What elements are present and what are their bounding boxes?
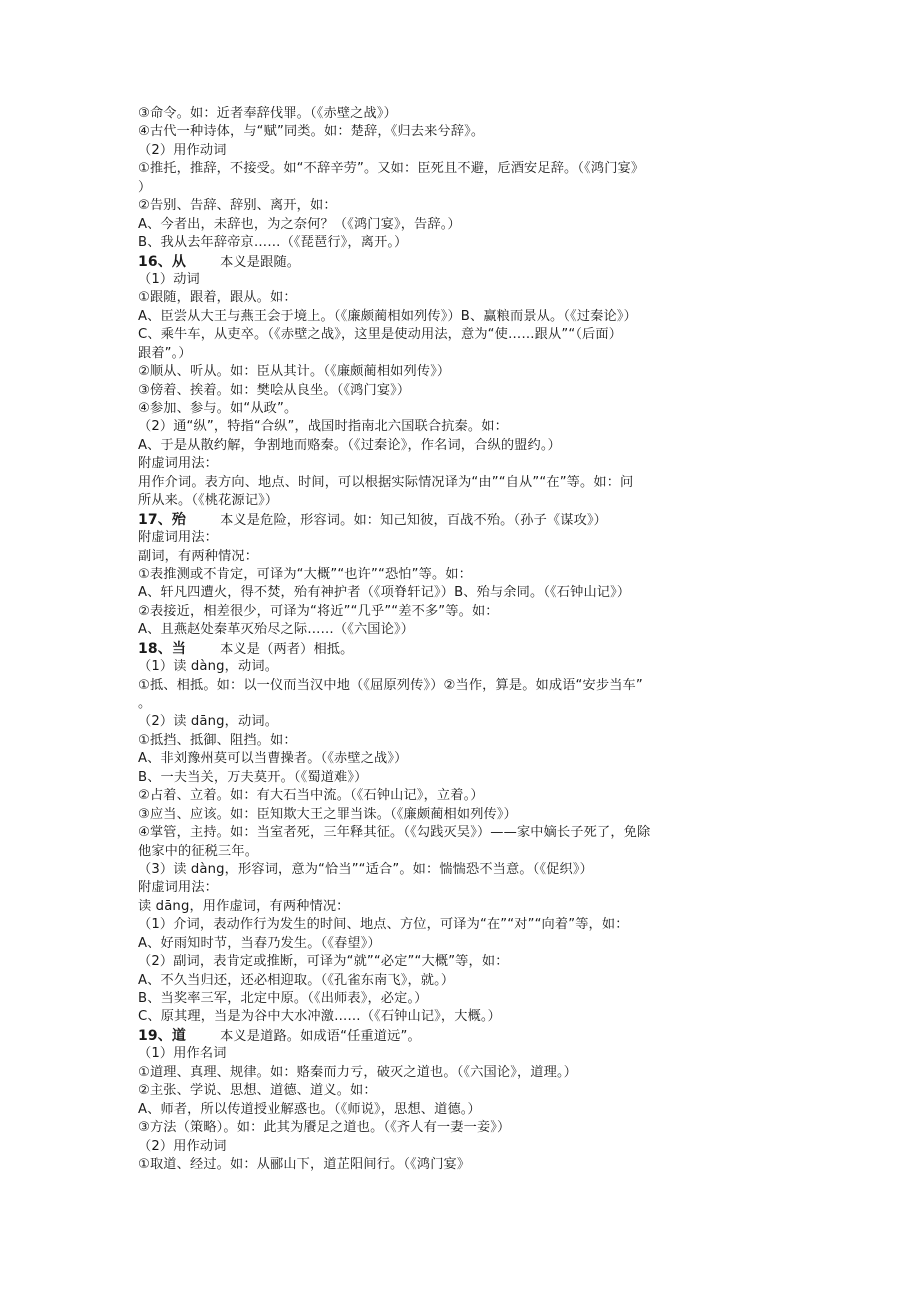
entry-heading-number: 18、当 (138, 640, 187, 657)
text-line: ②告别、告辞、辞别、离开，如： (138, 198, 337, 214)
text-line: （2）用作动词 (138, 142, 227, 158)
text-line: 他家中的征税三年。 (138, 843, 259, 859)
text-line: ④古代一种诗体，与“赋”同类。如：楚辞，《归去来兮辞》。 (138, 124, 485, 140)
text-line: ③方法（策略）。如：此其为餍足之道也。（《齐人有一妻一妾》） (138, 1120, 511, 1136)
text-line: A、臣尝从大王与燕王会于境上。（《廉颇蔺相如列传》）B、赢粮而景从。（《过秦论》） (138, 308, 637, 324)
text-line: ①表推测或不肯定，可译为“大概”“也许”“恐怕”等。如： (138, 566, 472, 582)
text-line: A、轩凡四遭火，得不焚，殆有神护者（《项脊轩记》）B、殆与余同。（《石钟山记》） (138, 585, 631, 601)
entry-heading-number: 19、道 (138, 1027, 187, 1044)
text-line: （2）用作动词 (138, 1138, 227, 1154)
text-line: 用作介词。表方向、地点、时间，可以根据实际情况译为“由”“自从”“在”等。如：问 (138, 474, 634, 490)
text-line: A、今者出，未辞也，为之奈何？（《鸿门宴》，告辞。） (138, 216, 461, 232)
text-line: ） (138, 179, 152, 195)
text-line: A、且燕赵处秦革灭殆尽之际……（《六国论》） (138, 622, 415, 638)
text-line: ①取道、经过。如：从郦山下，道芷阳间行。（《鸿门宴》 (138, 1156, 471, 1172)
text-line: ③应当、应该。如：臣知欺大王之罪当诛。（《廉颇蔺相如列传》） (138, 806, 517, 822)
text-line: （1）介词，表动作行为发生的时间、地点、方位，可译为“在”“对”“向着”等，如： (138, 917, 629, 933)
text-line: ①抵挡、抵御、阻挡。如： (138, 732, 297, 748)
text-line: 附虚词用法： (138, 530, 219, 546)
text-line: ②主张、学说、思想、道德、道义。如： (138, 1083, 377, 1099)
text-line: 跟着”。） (138, 345, 192, 361)
text-line: ①跟随，跟着，跟从。如： (138, 290, 297, 306)
text-line: 副词，有两种情况： (138, 548, 259, 564)
text-line: ④掌管，主持。如：当室者死，三年释其征。（《勾践灭吴》）——家中嫡长子死了，免除 (138, 825, 651, 841)
text-line: ②占着、立着。如：有大石当中流。（《石钟山记》，立着。） (138, 788, 484, 804)
text-line: C、原其理，当是为谷中大水冲激……（《石钟山记》，大概。） (138, 1009, 502, 1025)
text-line: （2）副词，表肯定或推断，可译为“就”“必定”“大概”等，如： (138, 954, 509, 970)
entry-heading-text: 本义是（两者）相抵。 (220, 641, 354, 657)
text-line: ①抵、相抵。如：以一仪而当汉中地（《屈原列传》）②当作，算是。如成语“安步当车” (138, 677, 643, 693)
text-line: ①推托，推辞，不接受。如“不辞辛劳”。又如：臣死且不避，卮酒安足辞。（《鸿门宴》 (138, 161, 645, 177)
text-line: ②顺从、听从。如：臣从其计。（《廉颇蔺相如列传》） (138, 364, 451, 380)
document-body (138, 105, 783, 1174)
text-line: A、于是从散约解，争割地而赂秦。（《过秦论》，作名词，合纵的盟约。） (138, 437, 561, 453)
text-line: A、不久当归还，还必相迎取。（《孔雀东南飞》，就。） (138, 972, 455, 988)
text-line: 。 (138, 696, 152, 711)
text-line: B、当奖率三军，北定中原。（《出师表》，必定。） (138, 991, 428, 1006)
text-line: （3）读 dàng，形容词，意为“恰当”“适合”。如：惴惴恐不当意。（《促织》） (138, 861, 593, 877)
text-line: ③傍着、挨着。如：樊哙从良坐。（《鸿门宴》） (138, 382, 411, 398)
text-line: 读 dāng，用作虚词，有两种情况： (138, 898, 350, 914)
text-line: B、我从去年辞帝京……（《琵琶行》，离开。） (138, 235, 408, 251)
entry-heading (138, 640, 783, 658)
text-line: ④参加、参与。如“从政”。 (138, 401, 298, 416)
entry-heading-text: 本义是道路。如成语“任重道远”。 (220, 1028, 421, 1044)
text-line: C、乘牛车，从吏卒。（《赤壁之战》，这里是使动用法，意为“使……跟从”“（后面） (138, 327, 623, 343)
text-line: ②表接近，相差很少，可译为“将近”“几乎”“差不多”等。如： (138, 603, 499, 619)
text-line: （1）用作名词 (138, 1046, 227, 1062)
text-line: ①道理、真理、规律。如：赂秦而力亏，破灭之道也。（《六国论》，道理。） (138, 1064, 578, 1080)
text-line: （1）动词 (138, 271, 200, 287)
entry-heading-text: 本义是危险，形容词。如：知己知彼，百战不殆。（孙子《谋攻》） (220, 512, 608, 528)
text-line: （2）通“纵”，特指“合纵”，战国时指南北六国联合抗秦。如： (138, 419, 508, 435)
entry-heading-number: 17、殆 (138, 511, 187, 528)
entry-heading-text: 本义是跟随。 (220, 254, 301, 270)
text-line: B、一夫当关，万夫莫开。（《蜀道难》） (138, 769, 368, 785)
text-line: 附虚词用法： (138, 456, 219, 472)
text-line: （2）读 dāng，动词。 (138, 714, 279, 730)
text-line: A、好雨知时节，当春乃发生。（《春望》） (138, 935, 381, 951)
entry-heading (138, 253, 783, 271)
text-line: （1）读 dàng，动词。 (138, 659, 279, 675)
text-line: ③命令。如：近者奉辞伐罪。（《赤壁之战》） (138, 106, 397, 121)
entry-heading-number: 16、从 (138, 253, 187, 270)
text-line: 附虚词用法： (138, 880, 219, 896)
text-line: A、非刘豫州莫可以当曹操者。（《赤壁之战》） (138, 751, 408, 767)
text-line: 所从来。（《桃花源记》） (138, 493, 279, 509)
text-line: A、师者，所以传道授业解惑也。（《师说》，思想、道德。） (138, 1101, 481, 1117)
entry-heading (138, 511, 783, 529)
entry-heading (138, 1027, 783, 1045)
